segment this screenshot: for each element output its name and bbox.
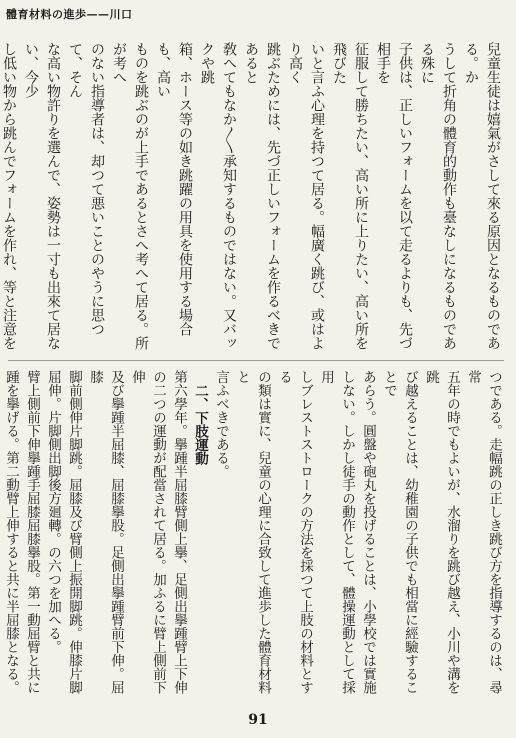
- text-line: 子供は、正しいフォームを以て走るよりも、先づ相手を: [375, 42, 413, 350]
- text-line: いと言ふ心理を持つて居る。幅廣く跳び、或はより高く: [287, 42, 325, 350]
- text-line: 踵を擧げる。第二動臂上伸すると共に半屈膝となる。: [3, 370, 19, 694]
- text-line: つである。走幅跳の正しき跳び方を指導するのは、尋常: [465, 370, 502, 694]
- text-line: ものを跳ぶのが上手であるとさへ考へて居る。所が考へ: [111, 42, 149, 350]
- text-line: 第六學年。擧踵半屈膝臂側上擧、足側出擧踵臂上下伸: [171, 370, 187, 694]
- text-line: あらう。圓盤や砲丸を投げることは、小學校では實施: [360, 370, 376, 694]
- upper-text-block: [1, 42, 504, 354]
- text-line: うして折角の體育的動作も臺なしになるものである殊に: [419, 42, 457, 350]
- text-line: 臂上側前下伸擧踵手屈膝屈膝擧股。第一動屈臂と共に: [24, 370, 40, 694]
- text-line: な高い物許りを選んで、姿勢は一寸も出來て居ない、今少: [23, 42, 61, 350]
- section-divider: [8, 360, 504, 361]
- text-line: 箱、ホース等の如き跳躍の用具を使用する場合も、高い: [155, 42, 193, 336]
- text-line: 兒童生徒は嬉氣がさして來る原因となるものである。か: [463, 42, 501, 350]
- text-line: のない指導者は、却つて悪いことのやうに思つて、そん: [67, 42, 105, 336]
- text-line: 言ふべきである。: [213, 370, 229, 478]
- text-line: 五年の時でもよいが、水溜りを跳び越え、小川や溝を跳: [423, 370, 460, 694]
- text-line: し低い物から跳んでフォームを作れ、等と注意を: [1, 42, 17, 350]
- text-line: しブレストストロークの方法を採つて上肢の材料とする: [276, 370, 313, 694]
- lower-text-block: [3, 370, 504, 700]
- text-line: しない。しかし徒手の動作として、體操運動として採用: [318, 370, 355, 694]
- text-line: 脚前側伸片脚跳。屈膝及び臂側上振開脚跳。伸膝片脚: [66, 370, 82, 694]
- text-line: 及び擧踵半屈膝、屈膝擧股。足側出擧踵臂前下伸。屈膝: [87, 370, 124, 694]
- text-line: 敎へてもなか〳〵承知するものではない。又バックや跳: [199, 42, 237, 350]
- running-head: 體育材料の進歩——川口: [6, 8, 133, 21]
- text-line: の類は實に、兒童の心理に合致して進歩した體育材料と: [234, 370, 271, 694]
- text-line: 屈伸。片脚側出脚後方廻轉。の六つを加へる。: [45, 370, 61, 654]
- section-heading: 二、下肢運動: [192, 384, 208, 465]
- page-number: 91: [248, 712, 268, 728]
- text-line: 征服して勝ちたい、高い所に上りたい、高い所を飛びた: [331, 42, 369, 350]
- text-line: 跳ぶためには、先づ正しいフォームを作るべきであると: [243, 42, 281, 350]
- text-line: び越えることは、幼稚園の子供でも相當に經驗することで: [381, 370, 418, 694]
- text-line: の二つの運動が配當されて居る。加ふるに臂上側前下伸: [129, 370, 166, 694]
